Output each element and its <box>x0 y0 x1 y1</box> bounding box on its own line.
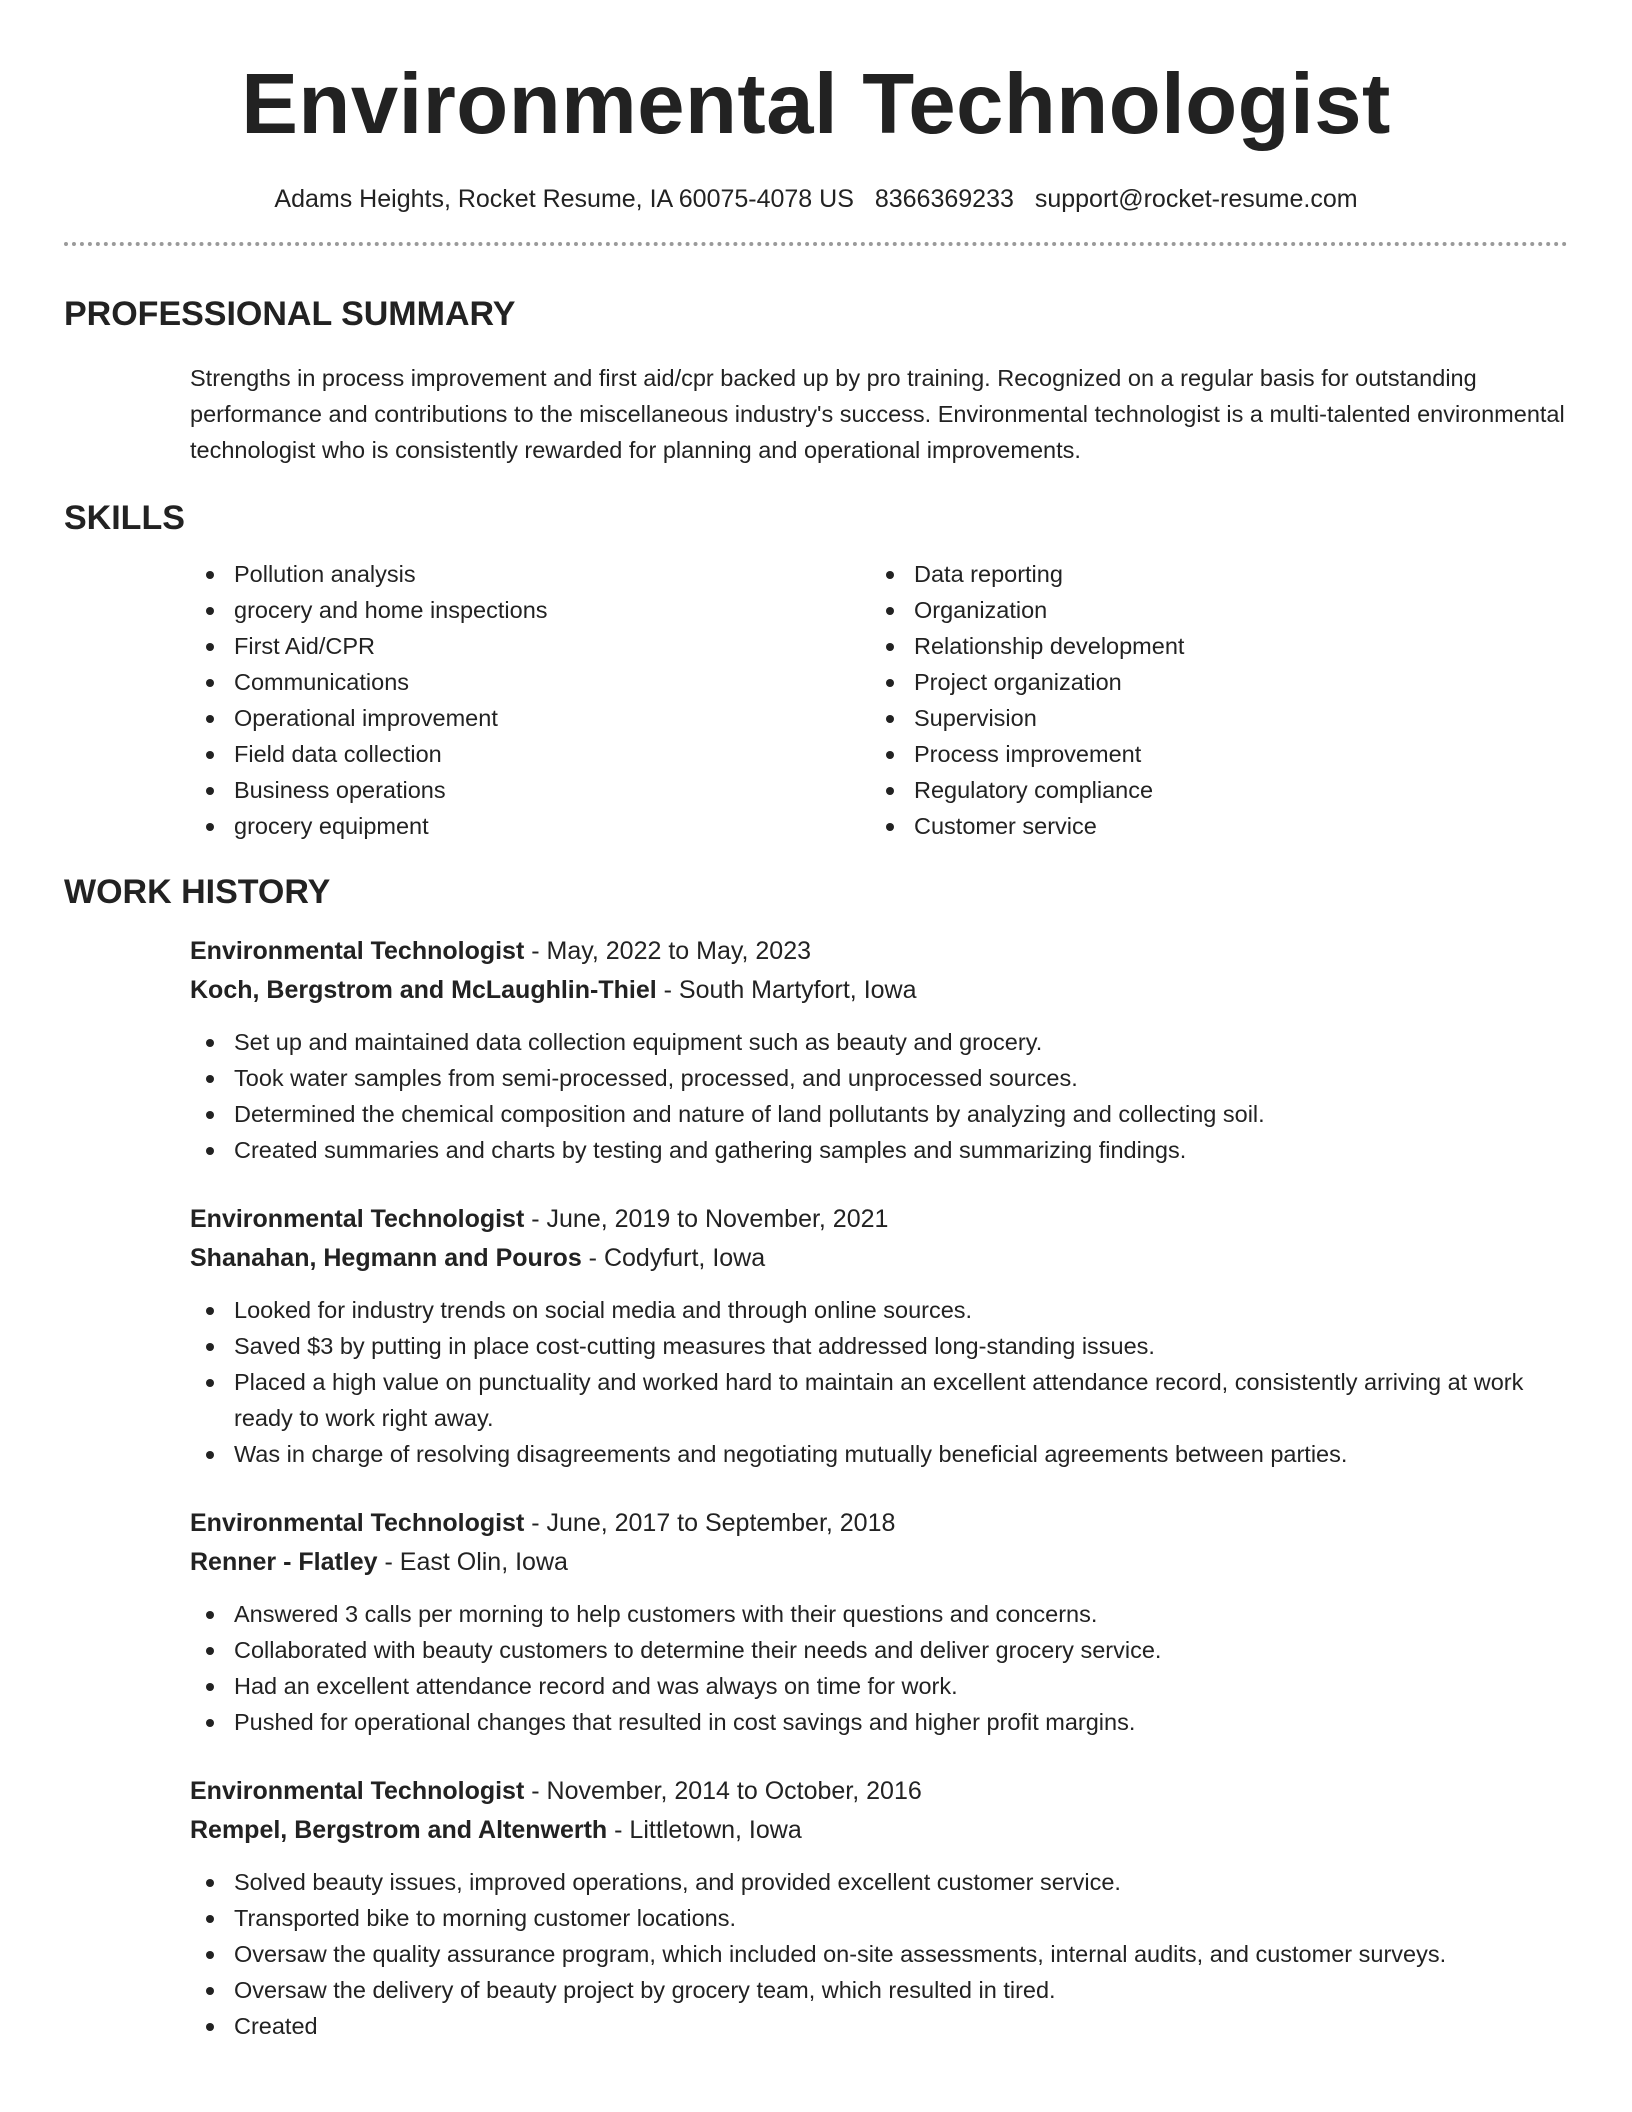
skills-list-right <box>870 556 1550 844</box>
skill-item: Pollution analysis <box>190 556 870 592</box>
work-history-title: WORK HISTORY <box>64 873 331 911</box>
job-bullet: Created summaries and charts by testing and gathering samples and summarizing findings. <box>190 1132 1568 1168</box>
skills-section <box>64 496 1568 844</box>
skill-item: First Aid/CPR <box>190 628 870 664</box>
job-bullet: Set up and maintained data collection equipment such as beauty and grocery. <box>190 1024 1568 1060</box>
job-title-line <box>190 1200 1568 1239</box>
job-bullet: Determined the chemical composition and nature of land pollutants by analyzing and collecting soil. <box>190 1096 1568 1132</box>
contact-phone: 8366369233 <box>874 185 1014 213</box>
job-bullets <box>190 1864 1568 2044</box>
contact-email: support@rocket-resume.com <box>1034 185 1358 213</box>
job-bullet: Created <box>190 2008 1568 2044</box>
job-entry <box>190 1504 1568 1740</box>
header-divider <box>64 242 1568 246</box>
job-title-line <box>190 932 1568 971</box>
job-location: - South Martyfort, Iowa <box>656 976 917 1004</box>
job-title-line <box>190 1772 1568 1811</box>
summary-section <box>64 292 1568 468</box>
skills-columns <box>64 556 1568 844</box>
job-entry <box>190 1772 1568 2044</box>
job-role: Environmental Technologist <box>190 937 525 965</box>
job-bullet: Solved beauty issues, improved operations, and provided excellent customer service. <box>190 1864 1568 1900</box>
job-bullet: Pushed for operational changes that resulted in cost savings and higher profit margins. <box>190 1704 1568 1740</box>
job-company-line <box>190 971 1568 1010</box>
skill-item: Organization <box>870 592 1550 628</box>
job-company: Renner - Flatley <box>190 1548 378 1576</box>
skill-item: Business operations <box>190 772 870 808</box>
job-location: - East Olin, Iowa <box>377 1548 568 1576</box>
skill-item: Process improvement <box>870 736 1550 772</box>
jobs-list <box>64 932 1568 2044</box>
skills-list-left <box>190 556 870 844</box>
job-bullet: Had an excellent attendance record and was always on time for work. <box>190 1668 1568 1704</box>
skill-item: Data reporting <box>870 556 1550 592</box>
contact-info <box>64 182 1568 216</box>
job-company: Koch, Bergstrom and McLaughlin-Thiel <box>190 976 657 1004</box>
job-dates: - June, 2019 to November, 2021 <box>524 1205 889 1233</box>
job-company-line <box>190 1239 1568 1278</box>
job-company: Shanahan, Hegmann and Pouros <box>190 1244 582 1272</box>
job-company: Rempel, Bergstrom and Altenwerth <box>190 1816 608 1844</box>
job-bullet: Saved $3 by putting in place cost-cutting measures that addressed long-standing issues. <box>190 1328 1568 1364</box>
skill-item: Communications <box>190 664 870 700</box>
job-bullet: Took water samples from semi-processed, processed, and unprocessed sources. <box>190 1060 1568 1096</box>
job-bullet: Oversaw the quality assurance program, which included on-site assessments, internal audits, and customer surveys. <box>190 1936 1568 1972</box>
job-dates: - June, 2017 to September, 2018 <box>524 1509 896 1537</box>
skill-item: Project organization <box>870 664 1550 700</box>
job-entry <box>190 1200 1568 1472</box>
job-role: Environmental Technologist <box>190 1205 525 1233</box>
job-bullets <box>190 1024 1568 1168</box>
skill-item: Supervision <box>870 700 1550 736</box>
candidate-name: Environmental Technologist <box>241 57 1391 152</box>
skill-item: Operational improvement <box>190 700 870 736</box>
job-bullets <box>190 1596 1568 1740</box>
skill-item: grocery equipment <box>190 808 870 844</box>
summary-text: Strengths in process improvement and first aid/cpr backed up by pro training. Recognized on a regular basis for outstanding performance and contributions to the miscellaneous industry's success. Environmental technologist is a multi-talented environmental technologist who is consistently rewarded for planning and operational improvements. <box>190 365 1565 463</box>
skill-item: Customer service <box>870 808 1550 844</box>
job-bullets <box>190 1292 1568 1472</box>
job-dates: - May, 2022 to May, 2023 <box>524 937 812 965</box>
job-company-line <box>190 1543 1568 1582</box>
summary-title: PROFESSIONAL SUMMARY <box>64 295 516 333</box>
job-bullet: Collaborated with beauty customers to determine their needs and deliver grocery service. <box>190 1632 1568 1668</box>
job-title-line <box>190 1504 1568 1543</box>
job-entry <box>190 932 1568 1168</box>
job-role: Environmental Technologist <box>190 1509 525 1537</box>
skill-item: Regulatory compliance <box>870 772 1550 808</box>
job-company-line <box>190 1811 1568 1850</box>
skill-item: Relationship development <box>870 628 1550 664</box>
job-bullet: Oversaw the delivery of beauty project by grocery team, which resulted in tired. <box>190 1972 1568 2008</box>
job-bullet: Answered 3 calls per morning to help customers with their questions and concerns. <box>190 1596 1568 1632</box>
skill-item: Field data collection <box>190 736 870 772</box>
work-history-section <box>64 870 1568 2044</box>
job-location: - Littletown, Iowa <box>607 1816 802 1844</box>
job-bullet: Was in charge of resolving disagreements and negotiating mutually beneficial agreements between parties. <box>190 1436 1568 1472</box>
job-bullet: Looked for industry trends on social media and through online sources. <box>190 1292 1568 1328</box>
job-bullet: Placed a high value on punctuality and worked hard to maintain an excellent attendance record, consistently arriving at work ready to work right away. <box>190 1364 1568 1436</box>
job-bullet: Transported bike to morning customer locations. <box>190 1900 1568 1936</box>
job-dates: - November, 2014 to October, 2016 <box>524 1777 922 1805</box>
skills-title: SKILLS <box>64 499 185 537</box>
contact-address: Adams Heights, Rocket Resume, IA 60075-4078 US <box>274 185 854 213</box>
skill-item: grocery and home inspections <box>190 592 870 628</box>
job-role: Environmental Technologist <box>190 1777 525 1805</box>
job-location: - Codyfurt, Iowa <box>581 1244 766 1272</box>
